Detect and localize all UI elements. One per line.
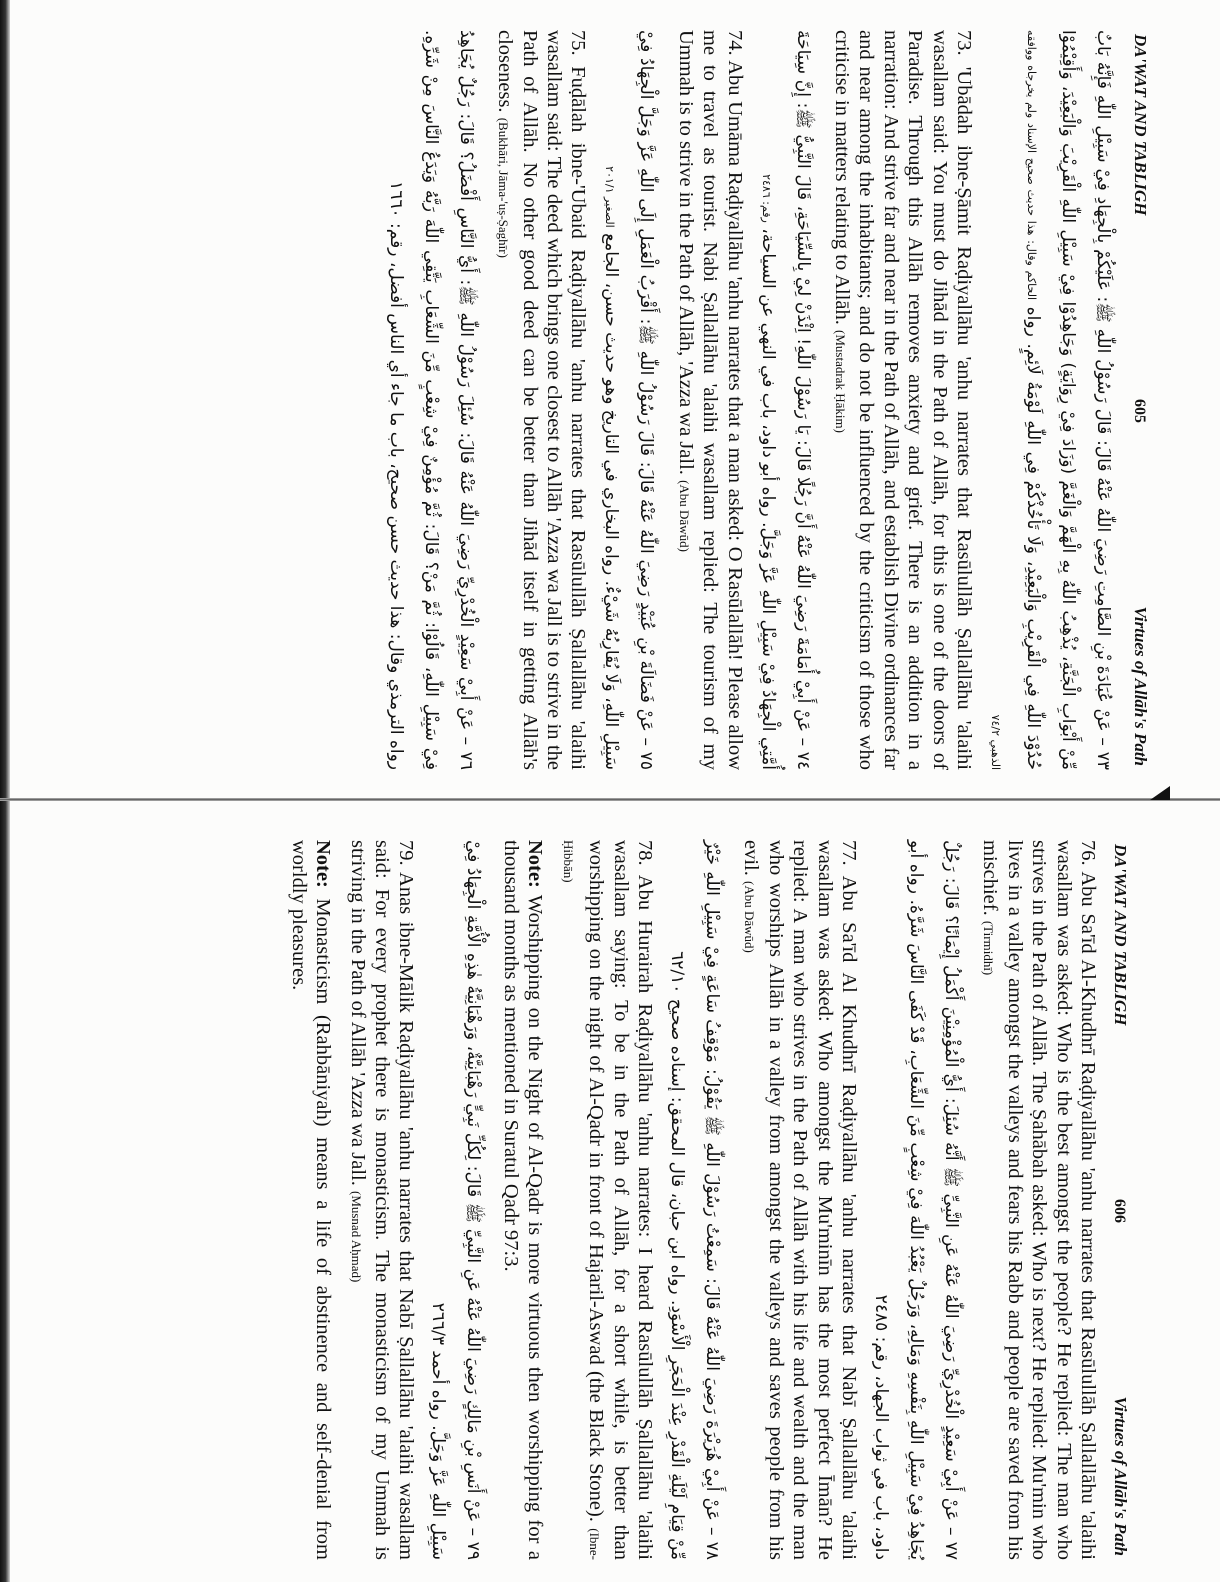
header-chapter-title: Virtues of Allāh's Path <box>1131 606 1150 766</box>
hadith-translation-75: 75. Fuḍālah ibne-'Ubaid Raḍiyallāhu 'anhu narrates that Rasūlullāh Ṣallallāhu 'alaihi wasallam said: The deed which brings one closest to Allāh 'Azza wa Jall is to strive in the Path of Allāh. No other good deed can be better than Jihād itself in getting Allāh's closeness. (Bukhāri, Jāma-'uṣ-Ṣaghīr) <box>494 30 590 770</box>
running-header <box>1102 840 1130 1560</box>
hadith-translation-76: 76. Abu Sa'īd Al-Khudhrī Raḍiyallāhu 'anhu narrates that Rasūlullāh Ṣallallāhu 'alaihi wasallam was asked: Who is the best amongst the people? He replied: The man who strives in the Path of Allāh. The Ṣahābah asked: Who is next? He replied: Mu'min who lives in a valley amongst the valleys and fears his Rabb and people are saved from his mischief. (Tirmidhī) <box>979 840 1099 1560</box>
arabic-hadith-77: ٧٧ – عَنْ أَبِيْ سَعِيْدٍ الْخُدْرِيِّ رَضِيَ اللّٰهُ عَنْهُ عَنِ النَّبِيِّ ﷺ أَنَّهُ سُئِلَ: أَيُّ الْمُؤْمِنِيْنَ أَكْمَلُ إِيْمَانًا؟ قَالَ: رَجُلٌ يُجَاهِدُ فِيْ سَبِيْلِ اللّٰهِ بِنَفْسِهِ وَمَالِهِ، وَرَجُلٌ يَعْبُدُ اللّٰهَ فِيْ شِعْبٍ مِّنَ الشِّعَابِ، قَدْ كَفَى النَّاسَ شَرَّهُ. رواه أبو داود، باب في ثواب الجهاد، رقم: ٢٤٨٥ <box>870 840 961 1560</box>
arabic-reference: الحاكم وقال: هذا حديث صحيح الإسناد ولم يخرجاه ووافقه الذهبي ٧٤/٢ <box>989 30 1038 770</box>
arabic-hadith-76: ٧٦ – عَنْ أَبِيْ سَعِيْدٍ الْخُدْرِيِّ رَضِيَ اللّٰهُ عَنْهُ قَالَ: سُئِلَ رَسُوْلُ اللّٰهِ ﷺ: أَيُّ النَّاسِ أَفْضَلُ؟ قَالَ: رَجُلٌ يُجَاهِدُ فِيْ سَبِيْلِ اللّٰهِ، قَالُوْا: ثُمَّ مَنْ؟ قَالَ: ثُمَّ مُؤْمِنٌ فِيْ شِعْبٍ مِّنَ الشِّعَابِ يَتَّقِي اللّٰهَ رَبَّهُ وَيَدَعُ النَّاسَ مِنْ شَرِّهِ. رواه الترمذي وقال: هذا حديث حسن صحيح، باب ما جاء أي الناس أفضل، رقم: ١٦٦٠ <box>385 30 476 770</box>
header-book-title: DA'WAT AND TABLIGH <box>1111 844 1130 1026</box>
arabic-hadith-73: ٧٣ – عَنْ عُبَادَةَ بْنِ الصَّامِتِ رَضِيَ اللّٰهُ عَنْهُ قَالَ: قَالَ رَسُوْلُ اللّٰهِ ﷺ: عَلَيْكُمْ بِالْجِهَادِ فِيْ سَبِيْلِ اللّٰهِ فَإِنَّهُ بَابٌ مِّنْ أَبْوَابِ الْجَنَّةِ، يُذْهِبُ اللّٰهُ بِهِ الْهَمَّ وَالْغَمَّ (وَزَادَ فِيْ رِوَايَةٍ) وَجَاهِدُوْا فِيْ سَبِيْلِ اللّٰهِ الْقَرِيْبَ وَالْبَعِيْدَ، وَأَقِيْمُوْا حُدُوْدَ اللّٰهِ فِي الْقَرِيْبِ وَالْبَعِيْدِ، وَلَا تَأْخُذْكُمْ فِي اللّٰهِ لَوْمَةُ لَائِمٍ. رواه الحاكم وقال: هذا حديث صحيح الإسناد ولم يخرجاه ووافقه الذهبي ٧٤/٢ <box>989 30 1113 770</box>
note-label: Note: <box>524 840 547 888</box>
note-monasticism: Note: Monasticism (Rahbāniyah) means a life of abstinence and self-denial from worldly pleasures. <box>287 840 335 1560</box>
hadith-source: (Ibne-Ḥibbān) <box>560 840 603 1561</box>
page-fold-line <box>0 798 1220 801</box>
hadith-translation-73: 73. 'Ubādah ibne-Ṣāmit Raḍiyallāhu 'anhu narrates that Rasūlullāh Ṣallallāhu 'alaihi wasallam said: You must do Jihād in the Path of Allāh, for this is one of the doors of Paradise. Through this Allāh removes anxiety and grief. There is an addition in a narration: And strive far and near in the Path of Allāh, and establish Divine ordinances far and near among the inhabitants; and do not be influenced by the criticism of those who criticise in matters relating to Allāh. (Mustadrak Ḥākim) <box>830 30 975 770</box>
arabic-hadith-79: ٧٩ – عَنْ أَنَسِ بْنِ مَالِكٍ رَضِيَ اللّٰهُ عَنْهُ عَنِ النَّبِيِّ ﷺ قَالَ: لِكُلِّ نَبِيٍّ رَهْبَانِيَّةٌ، وَرَهْبَانِيَّةُ هٰذِهِ الْأُمَّةِ الْجِهَادُ فِيْ سَبِيْلِ اللّٰهِ عَزَّ وَجَلَّ. رواه أحمد ٢٦٦/٣ <box>428 840 484 1560</box>
hadith-translation-78: 78. Abu Hurairah Raḍiyallāhu 'anhu narrates: I heard Rasūlullāh Ṣallallāhu 'alaihi wasallam saying: To be in the Path of Allāh, for a short while, is better than worshipping on the night of Al-Qadr in front of Hajaril-Aswad (the Black Stone). (Ibne-Ḥibbān) <box>560 840 656 1561</box>
note-label: Note: <box>312 840 335 888</box>
arabic-reference: الصغير ٢٠١/١ <box>603 166 617 228</box>
arabic-hadith-74: ٧٤ – عَنْ أَبِيْ أُمَامَةَ رَضِيَ اللّٰهُ عَنْهُ أَنَّ رَجُلًا قَالَ: يَا رَسُوْلَ اللّٰهِ! اِئْذَنْ لِيْ بِالسِّيَاحَةِ، قَالَ النَّبِيُّ ﷺ: إِنَّ سِيَاحَةَ أُمَّتِي الْجِهَادُ فِيْ سَبِيْلِ اللّٰهِ عَزَّ وَجَلَّ. رواه أبو داود، باب في النهي عن السياحة، رقم: ٢٤٨٦ <box>757 30 813 770</box>
arabic-reference: رقم: ٢٤٨٦ <box>759 174 773 223</box>
hadith-source: (Abu Dāwūd) <box>676 480 692 552</box>
arabic-hadith-75: ٧٥ – عَنْ فَضَالَةَ بْنِ عُبَيْدٍ رَضِيَ اللّٰهُ عَنْهُ قَالَ: قَالَ رَسُوْلُ اللّٰهِ ﷺ: أَقْرَبُ الْعَمَلِ إِلَى اللّٰهِ عَزَّ وَجَلَّ الْجِهَادُ فِيْ سَبِيْلِ اللّٰهِ، وَلَا يُقَارِبُهُ شَيْءٌ. رواه البخاري في التاريخ وهو حديث حسن، الجامع الصغير ٢٠١/١ <box>601 30 657 770</box>
hadith-translation-74: 74. Abu Umāma Raḍiyallāhu 'anhu narrates that a man asked: O Rasūlallāh! Please allow me to travel as tourist. Nabi Ṣallallāhu 'alaihi wasallam replied: The tourism of my Ummah is to strive in the Path of Allāh, 'Azza wa Jall. (Abu Dāwūd) <box>674 30 746 770</box>
hadith-translation-77: 77. Abu Sa'īd Al Khudhrī Raḍiyallāhu 'anhu narrates that Nabī Ṣallallāhu 'alaihi wasallam was asked: Who amongst the Mu'minīn has the most perfect Īmān? He replied: A man who strives in the Path of Allāh with his life and wealth and the man who worships Allāh in a valley from amongst the valleys and saves people from his evil. (Abu Dāwūd) <box>740 840 860 1560</box>
running-header <box>1122 30 1150 770</box>
header-book-title: DA'WAT AND TABLIGH <box>1131 34 1150 216</box>
arabic-hadith-78: ٧٨ – عَنْ أَبِيْ هُرَيْرَةَ رَضِيَ اللّٰهُ عَنْهُ قَالَ: سَمِعْتُ رَسُوْلَ اللّٰهِ ﷺ يَقُوْلُ: مَوْقِفُ سَاعَةٍ فِيْ سَبِيْلِ اللّٰهِ خَيْرٌ مِّنْ قِيَامِ لَيْلَةِ الْقَدْرِ عِنْدَ الْحَجَرِ الْأَسْوَدِ. رواه ابن حبان، قال المحقق: إسناده صحيح ٦٢/١٠ <box>666 840 722 1560</box>
book-page-606 <box>110 840 1130 1560</box>
hadith-source: (Abu Dāwūd) <box>742 881 758 953</box>
hadith-translation-79: 79. Anas ibne-Mālik Raḍiyallāhu 'anhu narrates that Nabī Ṣallallāhu 'alaihi wasallam said: For every prophet there is monasticism. The monasticism of my Ummah is striving in the Path of Allāh 'Azza wa Jall. (Musnad Aḥmad) <box>346 840 418 1560</box>
hadith-source: (Bukhāri, Jāma-'uṣ-Ṣaghīr) <box>496 117 512 258</box>
page-number: 605 <box>1131 398 1148 423</box>
header-chapter-title: Virtues of Allāh's Path <box>1111 1396 1130 1556</box>
hadith-source: (Mustadrak Ḥākim) <box>832 330 848 433</box>
note-al-qadr: Note: Worshipping on the Night of Al-Qadr is more virtuous then worshipping for a thousand months as mentioned in Suratul Qadr 97:3. <box>499 840 547 1560</box>
book-binding-edge <box>0 0 10 1582</box>
hadith-source: (Musnad Aḥmad) <box>348 1190 364 1283</box>
page-number: 606 <box>1111 1198 1128 1223</box>
hadith-source: (Tirmidhī) <box>981 920 997 976</box>
book-page-605 <box>80 30 1150 770</box>
